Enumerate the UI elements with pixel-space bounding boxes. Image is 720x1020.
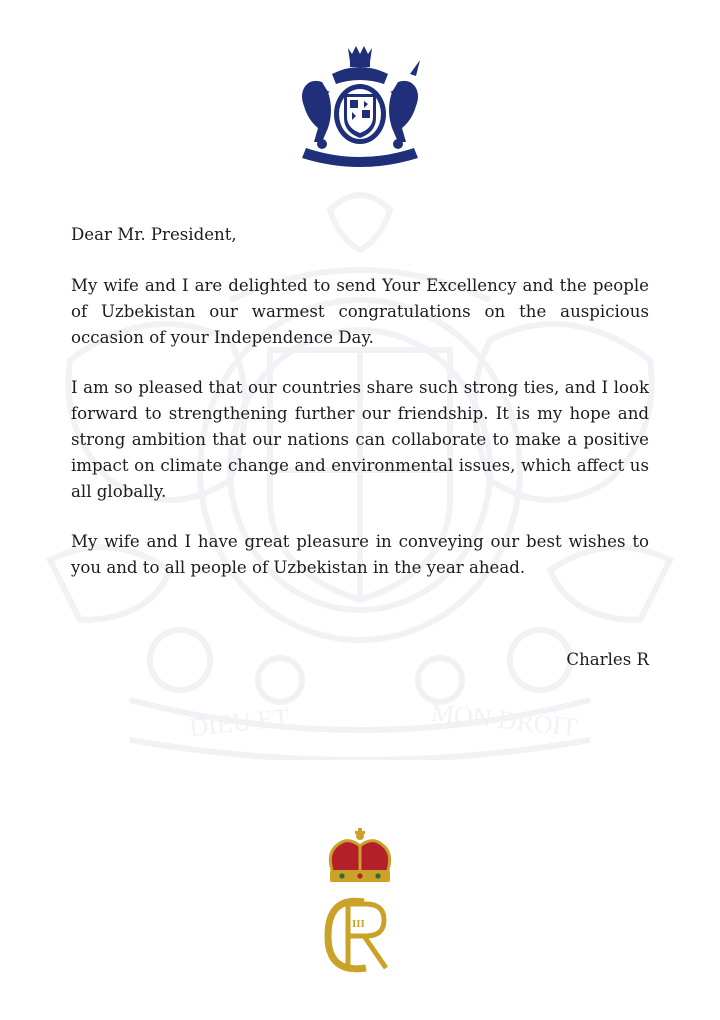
watermark-motto-left: DIEU ET — [187, 702, 291, 743]
letter-salutation: Dear Mr. President, — [71, 225, 237, 244]
letter-signature: Charles R — [566, 650, 649, 669]
letter-paragraph-1: My wife and I are delighted to send Your Excellency and the people of Uzbekistan our warmest congratulations on the auspicious occasion of your Independence Day. — [71, 276, 649, 347]
royal-cypher-icon — [318, 826, 402, 976]
letter-paragraph-2: I am so pleased that our countries share such strong ties, and I look forward to strengthening further our friendship. It is my hope and strong ambition that our nations can collaborate to make a positive impact on climate change and environmental issues, which affect us all globally. — [71, 378, 649, 501]
cypher-numeral: III — [352, 918, 365, 930]
royal-coat-of-arms-icon — [292, 44, 428, 168]
letter-body — [71, 222, 649, 581]
watermark-motto-right: MON DROIT — [429, 697, 579, 743]
letter-paragraph-3: My wife and I have great pleasure in conveying our best wishes to you and to all people of Uzbekistan in the year ahead. — [71, 532, 649, 577]
